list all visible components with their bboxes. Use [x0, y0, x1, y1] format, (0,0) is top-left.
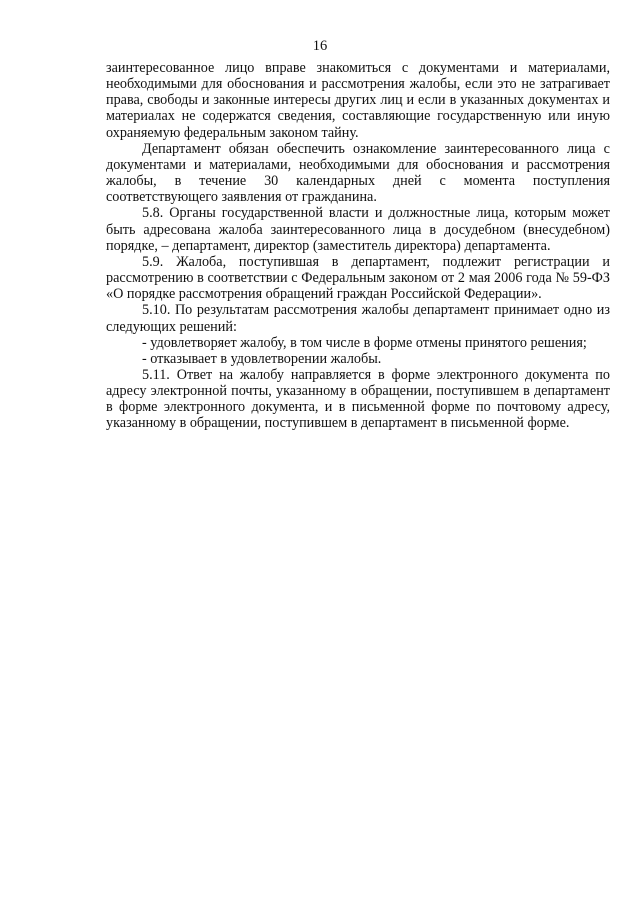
paragraph-continuation: заинтересованное лицо вправе знакомиться с документами и материалами, необходимыми для обоснования и рассмотрения жалобы, если это не затрагивает права, свободы и законные интересы других лиц и если в указанных документах и материалах не содержатся сведения, составляющие государственную или иную охраняемую федеральным законом тайну. [106, 60, 610, 141]
page-number: 16 [312, 38, 328, 54]
paragraph-5-10: 5.10. По результатам рассмотрения жалобы департамент принимает одно из следующих решений: [106, 302, 610, 335]
paragraph-department-obligation: Департамент обязан обеспечить ознакомление заинтересованного лица с документами и материалами, необходимыми для обоснования и рассмотрения жалобы, в течение 30 календарных дней с момента поступления соответствующего заявления от гражданина. [106, 140, 610, 206]
paragraph-5-9: 5.9. Жалоба, поступившая в департамент, подлежит регистрации и рассмотрению в соответствии с Федеральным законом от 2 мая 2006 года № 59-ФЗ «О порядке рассмотрения обращений граждан Российской Федерации». [106, 253, 610, 303]
paragraph-decision-refuse: - отказывает в удовлетворении жалобы. [142, 350, 382, 367]
paragraph-decision-satisfy: - удовлетворяет жалобу, в том числе в форме отмены принятого решения; [142, 334, 587, 351]
document-body [106, 60, 610, 432]
paragraph-5-11: 5.11. Ответ на жалобу направляется в форме электронного документа по адресу электронной почты, указанному в обращении, поступившем в департамент в форме электронного документа, и в письменной форме по почтовому адресу, указанному в обращении, поступившем в департамент в письменной форме. [106, 366, 610, 432]
paragraph-5-8: 5.8. Органы государственной власти и должностные лица, которым может быть адресована жалоба заинтересованного лица в досудебном (внесудебном) порядке, – департамент, директор (заместитель директора) департамента. [106, 205, 610, 254]
